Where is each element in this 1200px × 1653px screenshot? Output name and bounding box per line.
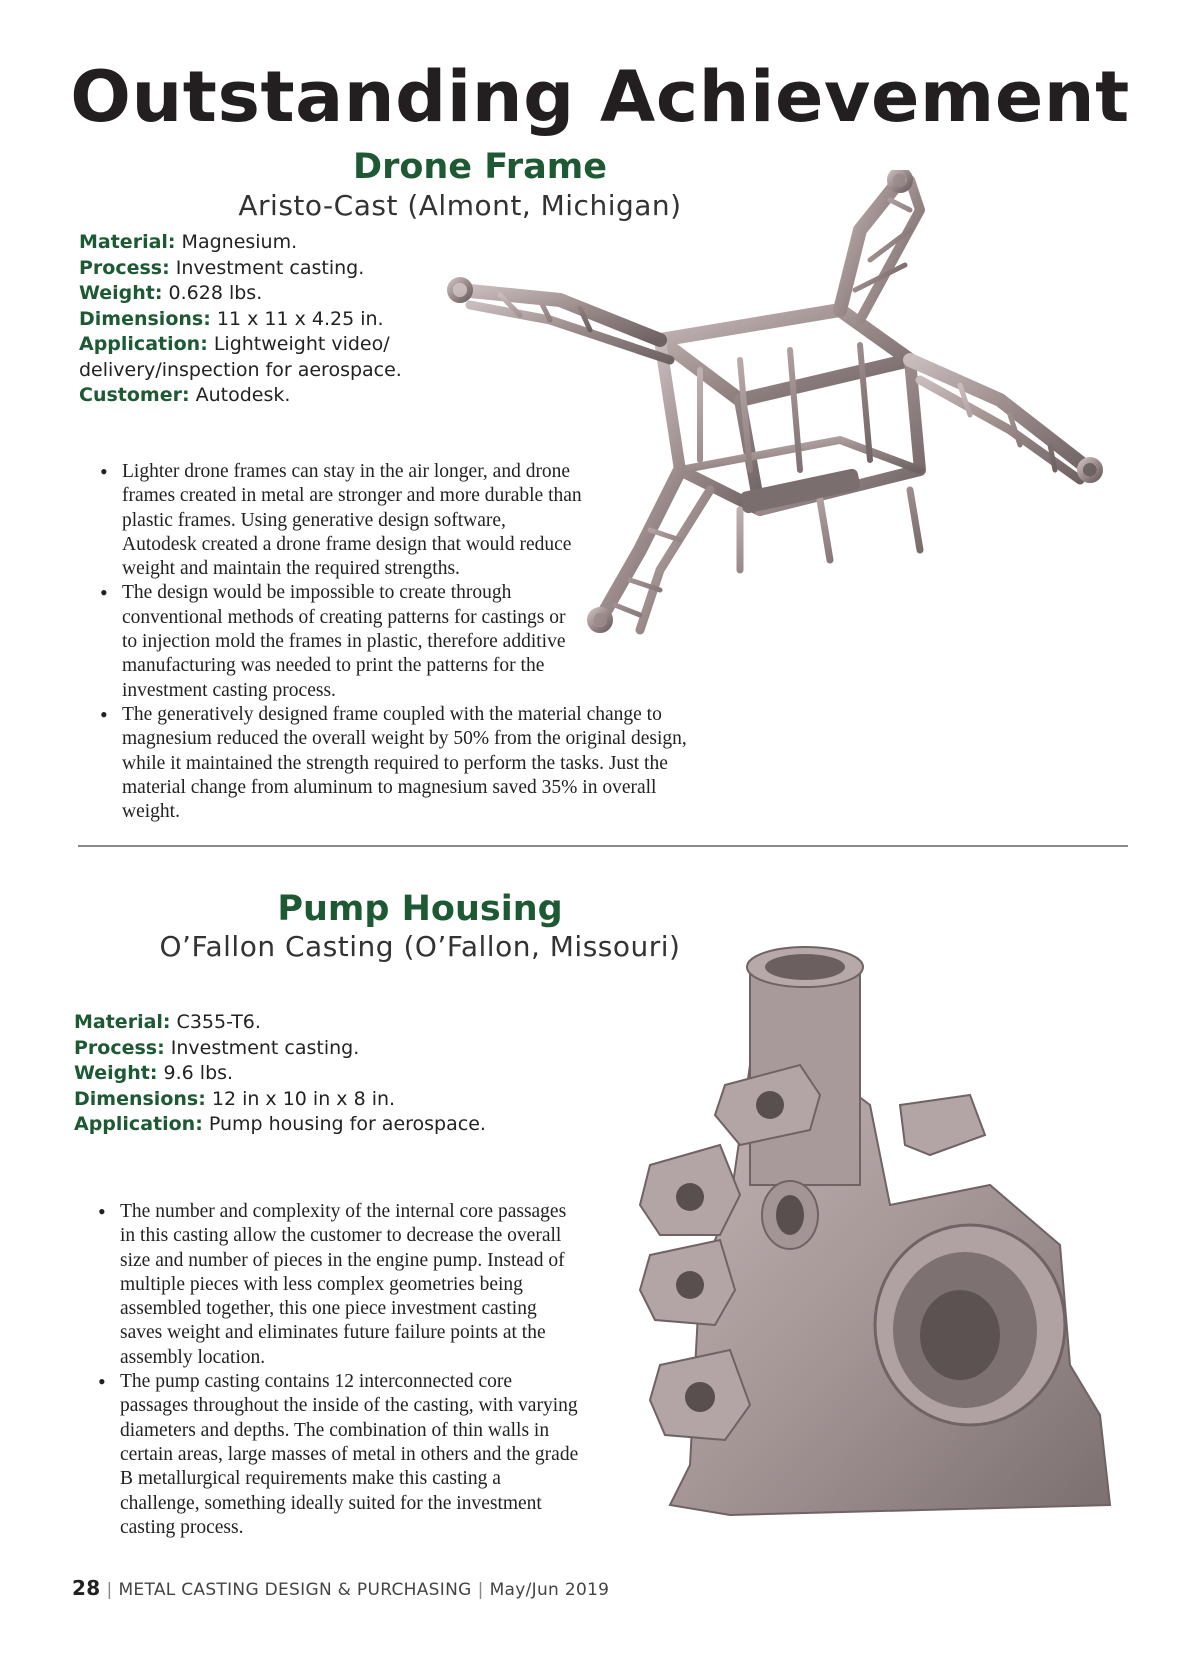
section-divider: [78, 845, 1128, 847]
bullet-item: • The design would be impossible to create through conventional methods of creating patterns for castings or to injection mold the frames in plastic, therefore additive manufacturing was needed to print the patterns for the investment casting process.: [100, 581, 582, 702]
page-title: Outstanding Achievement: [70, 56, 1130, 138]
issue-date: May/Jun 2019: [489, 1580, 610, 1600]
pump-housing-casting-icon: [630, 945, 1140, 1545]
pump-bullets: [98, 1200, 580, 1540]
spec-row: Dimensions: 12 in x 10 in x 8 in.: [74, 1087, 396, 1110]
pump-company: O’Fallon Casting (O’Fallon, Missouri): [159, 930, 681, 963]
spec-row: Material: C355-T6.: [74, 1011, 261, 1033]
drone-section-title: Drone Frame: [353, 147, 607, 187]
footer-separator: |: [477, 1580, 484, 1600]
spec-row: Process: Investment casting.: [74, 1036, 360, 1059]
publication-name: METAL CASTING DESIGN & PURCHASING: [118, 1580, 472, 1600]
bullet-item: • Lighter drone frames can stay in the air longer, and drone frames created in metal are stronger and more durable than plastic frames. Using generative design software, Autodesk created a drone frame design that would reduce weight and maintain the required strengths.: [100, 460, 582, 581]
pump-specs: [74, 1010, 486, 1138]
spec-row: Application: Pump housing for aerospace.: [74, 1113, 486, 1135]
page-footer: [72, 1576, 609, 1600]
footer-separator: |: [106, 1580, 113, 1600]
bullet-item: • The number and complexity of the internal core passages in this casting allow the customer to decrease the overall size and number of pieces in the engine pump. Instead of multiple pieces with less complex geometries being assembled together, this one piece investment casting saves weight and eliminates future failure points at the assembly location.: [98, 1200, 580, 1370]
spec-row: Material: Magnesium.: [79, 231, 298, 253]
spec-row: Application: Lightweight video/: [79, 333, 390, 355]
spec-row: Customer: Autodesk.: [79, 384, 291, 406]
spec-row: Process: Investment casting.: [79, 256, 365, 279]
pump-section-title: Pump Housing: [277, 889, 563, 929]
page-number: 28: [72, 1576, 101, 1600]
spec-row: Weight: 0.628 lbs.: [79, 282, 263, 304]
spec-row: Dimensions: 11 x 11 x 4.25 in.: [79, 307, 384, 330]
drone-frame-casting-icon: [440, 170, 1160, 670]
spec-row: delivery/inspection for aerospace.: [79, 358, 402, 381]
drone-specs: [79, 230, 402, 409]
drone-company: Aristo-Cast (Almont, Michigan): [238, 189, 682, 222]
bullet-item: • The pump casting contains 12 interconnected core passages throughout the inside of the casting, with varying diameters and depths. The combination of thin walls in certain areas, large masses of metal in others and the grade B metallurgical requirements make this casting a challenge, something ideally suited for the investment casting process.: [98, 1370, 580, 1540]
bullet-item: • The generatively designed frame coupled with the material change to magnesium reduced the overall weight by 50% from the original design, while it maintained the strength required to perform the tasks. Just the material change from aluminum to magnesium saved 35% in overall weight.: [100, 703, 707, 824]
spec-row: Weight: 9.6 lbs.: [74, 1062, 234, 1084]
